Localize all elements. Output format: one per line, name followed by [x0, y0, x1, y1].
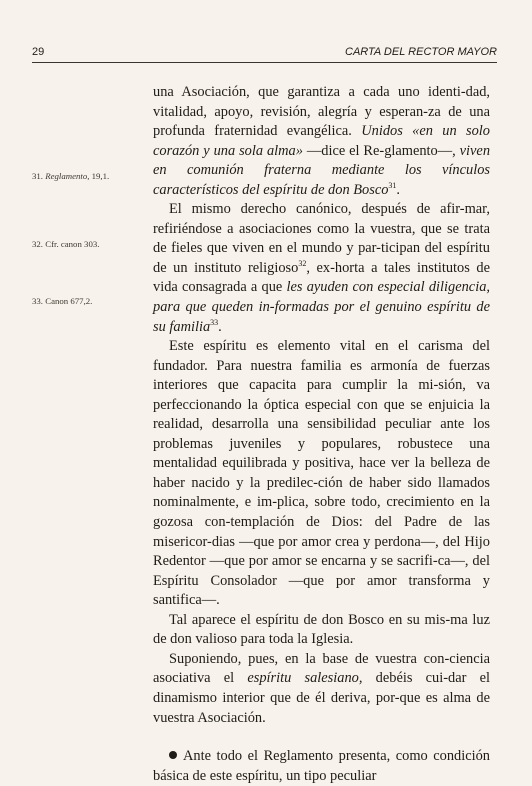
paragraph: una Asociación, que garantiza a cada uno identi-dad, vitalidad, apoyo, revisión, alegría y esperan-za de una profunda fraternidad evangélica. Unidos «en un solo corazón y una sola alma» —dice el Re-glamento—, viven en comunión fraterna mediante los vínculos característicos del espíritu de don Bosco$^{31}$. [153, 84, 491, 198]
bullet-icon [169, 751, 177, 759]
paragraph: El mismo derecho canónico, después de afir-mar, refiriéndose a asociaciones como la vuestra, que se trata de fieles que viven en el mundo y par-ticipan del espíritu de un instituto religioso$^{32}$, ex-horta a tales institutos de vida consagrada a que les ayuden con especial diligencia, para que queden in-formadas por el genuino espíritu de su familia$^{33}$. [153, 201, 490, 335]
running-header [32, 46, 497, 63]
main-text [153, 83, 490, 786]
italic-quote: les ayuden con especial diligencia, para que queden in-formadas por el genuino espíritu de su familia [153, 279, 490, 335]
footnote-ref: 33 [210, 317, 219, 327]
footnote-extra: 19,1. [91, 171, 110, 181]
paragraph: Suponiendo, pues, en la base de vuestra con-ciencia asociativa el espíritu salesiano, debéis cui-dar el dinamismo interior que de él deriva, por-que es alma de vuestra Asociación. [153, 650, 490, 726]
italic-quote: Unidos «en un solo corazón y una sola alma» [153, 123, 491, 159]
footnote-number: 33. [32, 296, 43, 306]
footnote-text: Reglamento, [45, 171, 90, 181]
footnote-number: 32. [32, 239, 43, 249]
footnote-ref: 31 [388, 180, 397, 190]
running-title: CARTA DEL RECTOR MAYOR [345, 46, 497, 58]
footnote-ref: 32 [298, 258, 307, 268]
footnote-33 [32, 296, 92, 306]
paragraph: Tal aparece el espíritu de don Bosco en su mis-ma luz de don valioso para toda la Iglesia. [153, 611, 490, 648]
page-number: 29 [32, 46, 45, 58]
paragraph: Ante todo el Reglamento presenta, como condición básica de este espíritu, un tipo peculiar [153, 748, 490, 784]
footnote-number: 31. [32, 171, 43, 181]
footnote-text: Cfr. canon 303. [45, 239, 100, 249]
italic-quote: viven en comunión fraterna mediante los vínculos característicos del espíritu de don Bosco [153, 142, 491, 198]
footnote-text: Canon 677,2. [45, 296, 93, 306]
footnote-31 [32, 171, 109, 181]
footnote-32 [32, 239, 99, 249]
italic-term: espíritu salesiano, [247, 670, 363, 687]
paragraph: Este espíritu es elemento vital en el carisma del fundador. Para nuestra familia es armonía de fuerzas interiores que capacita para cumplir la mi-sión, va perfeccionando la óptica especial con que se enjuicia la realidad, desarrolla una sensibilidad peculiar ante los problemas juveniles y populares, robustece una mentalidad equilibrada y positiva, hace ver la belleza de haber nacido y la predilec-ción de haber sido llamados nominalmente, e im-plica, sobre todo, crecimiento en la gozosa con-templación de Dios: del Padre de las misericor-dias —que por amor crea y perdona—, del Hijo Redentor —que por amor se encarna y se sacrifi-ca—, del Espíritu Consolador —que por amor transforma y santifica—. [153, 338, 490, 609]
